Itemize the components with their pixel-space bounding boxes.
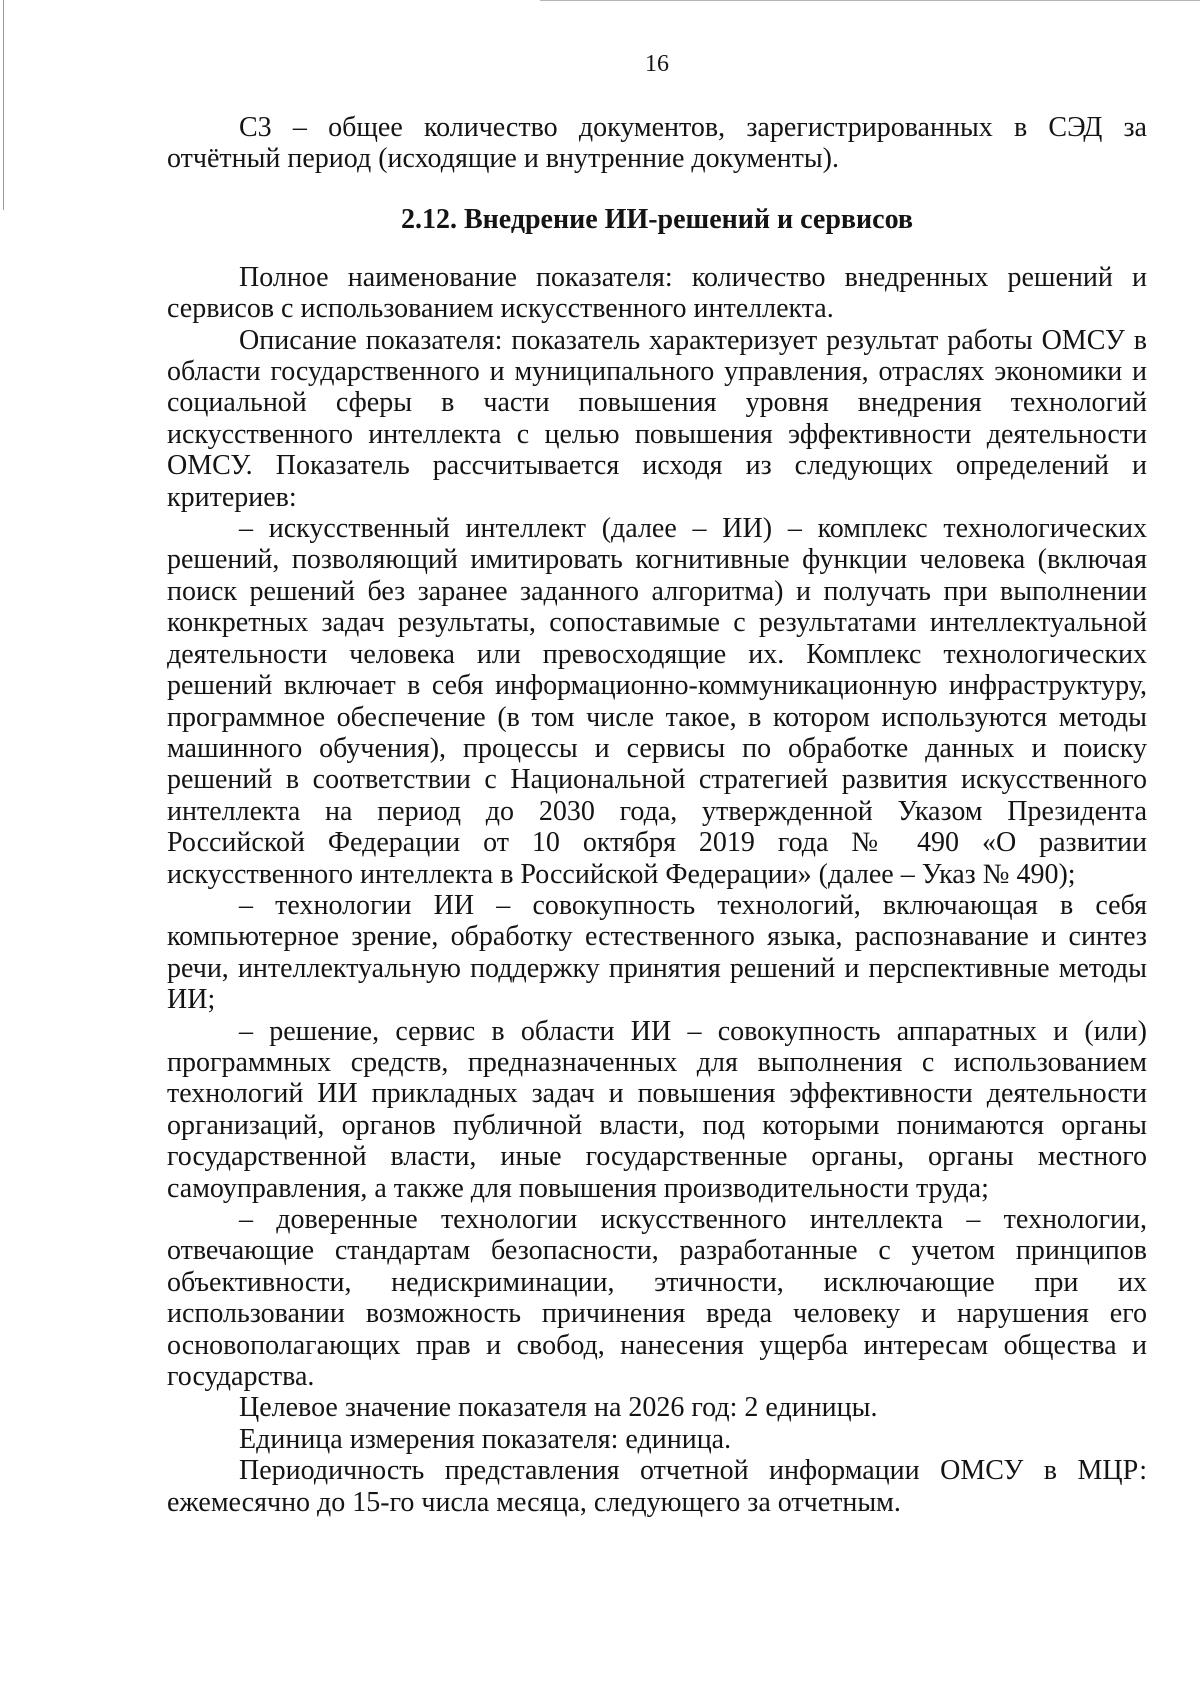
scan-edge-line: [3, 0, 4, 210]
paragraph-definition-trusted-ai: – доверенные технологии искусственного интеллекта – технологии, отвечающие стандартам безопасности, разработанные с учетом принципов объективности, недискриминации, этичности, исключающие при их использовании возможность причинения вреда человеку и нарушения его основополагающих прав и свобод, нанесения ущерба интересам общества и государства.: [167, 1204, 1147, 1393]
paragraph-periodicity: Периодичность представления отчетной информации ОМСУ в МЦР: ежемесячно до 15-го числа месяца, следующего за отчетным.: [167, 1455, 1147, 1518]
paragraph-unit: Единица измерения показателя: единица.: [239, 1423, 732, 1455]
document-body: [167, 112, 1147, 1518]
intro-paragraph: С3 – общее количество документов, зарегистрированных в СЭД за отчётный период (исходящие и внутренние документы).: [167, 112, 1147, 175]
paragraph-full-name: Полное наименование показателя: количество внедренных решений и сервисов с использованием искусственного интеллекта.: [167, 261, 1147, 325]
paragraph-definition-ai-solution: – решение, сервис в области ИИ – совокупность аппаратных и (или) программных средств, предназначенных для выполнения с использованием технологий ИИ прикладных задач и повышения эффективности деятельности организаций, органов публичной власти, под которыми понимаются органы государственной власти, иные государственные органы, органы местного самоуправления, а также для повышения производительности труда;: [167, 1015, 1147, 1204]
paragraph-definition-ai: – искусственный интеллект (далее – ИИ) – комплекс технологических решений, позволяющий имитировать когнитивные функции человека (включая поиск решений без заранее заданного алгоритма) и получать при выполнении конкретных задач результаты, сопоставимые с результатами интеллектуальной деятельности человека или превосходящие их. Комплекс технологических решений включает в себя информационно-коммуникационную инфраструктуру, программное обеспечение (в том числе такое, в котором используются методы машинного обучения), процессы и сервисы по обработке данных и поиску решений в соответствии с Национальной стратегией развития искусственного интеллекта на период до 2030 года, утвержденной Указом Президента Российской Федерации от 10 октября 2019 года № 490 «О развитии искусственного интеллекта в Российской Федерации» (далее – Указ № 490);: [167, 513, 1147, 890]
paragraph-description: Описание показателя: показатель характеризует результат работы ОМСУ в области государственного и муниципального управления, отраслях экономики и социальной сферы в части повышения уровня внедрения технологий искусственного интеллекта с целью повышения эффективности деятельности ОМСУ. Показатель рассчитывается исходя из следующих определений и критериев:: [167, 324, 1147, 513]
section-heading: 2.12. Внедрение ИИ-решений и сервисов: [400, 203, 914, 235]
page-number: 16: [645, 51, 669, 77]
paragraph-definition-ai-technologies: – технологии ИИ – совокупность технологий, включающая в себя компьютерное зрение, обработку естественного языка, распознавание и синтез речи, интеллектуальную поддержку принятия решений и перспективные методы ИИ;: [167, 889, 1147, 1016]
scan-top-line: [540, 0, 1200, 1]
paragraph-target-value: Целевое значение показателя на 2026 год: 2 единицы.: [239, 1392, 878, 1424]
